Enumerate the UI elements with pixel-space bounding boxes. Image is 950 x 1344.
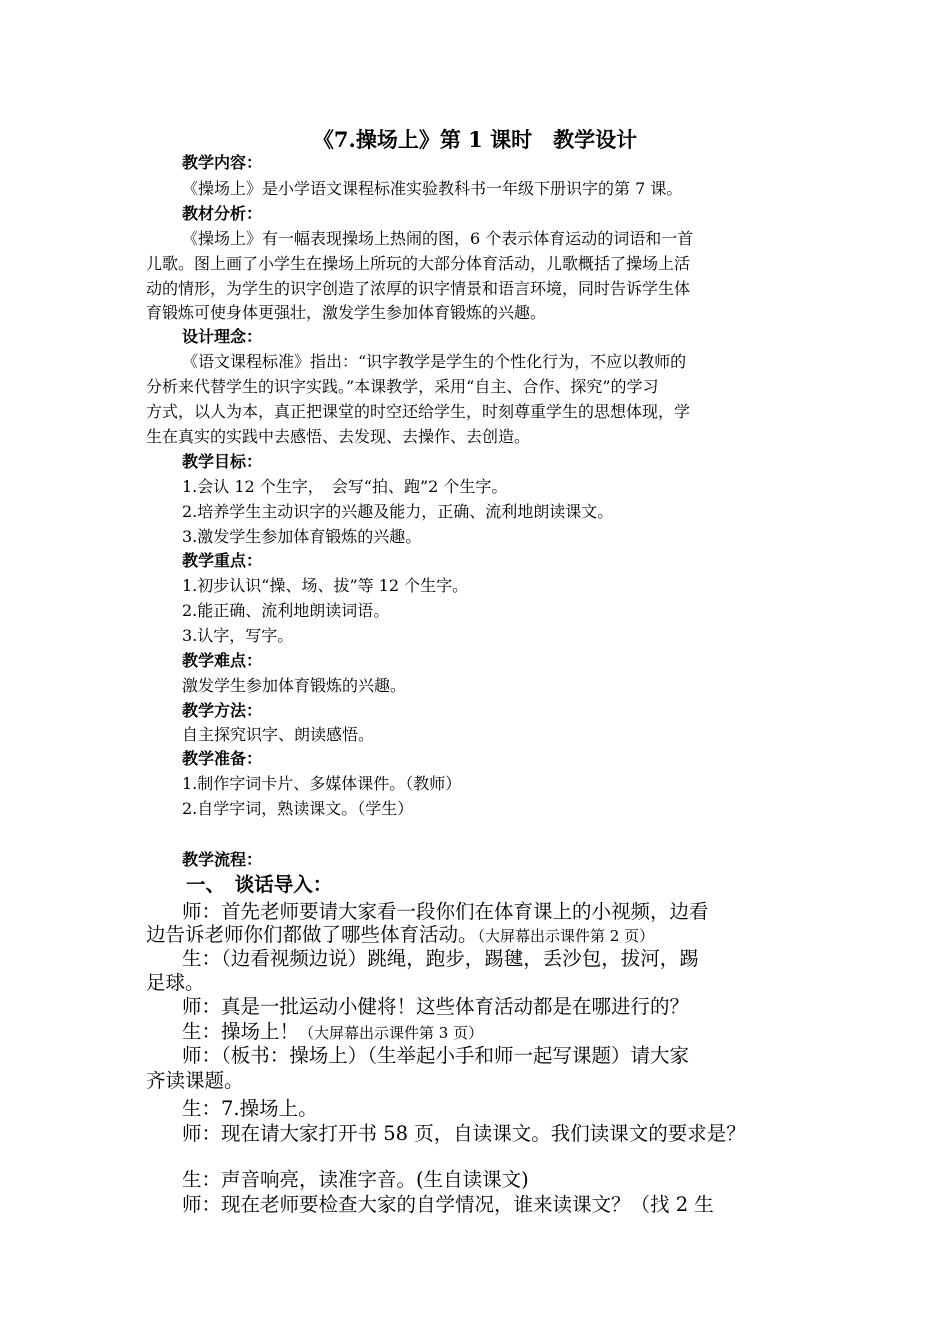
section-heading-methods: 教学方法： [182, 701, 263, 720]
preparation-item: 2.自学字词，熟读课文。（学生） [182, 799, 414, 818]
section-heading-analysis: 教材分析： [182, 204, 263, 223]
goal-item: 3.激发学生参加体育锻炼的兴趣。 [182, 527, 422, 546]
dialogue-line: 生：（边看视频边说）跳绳，跑步，踢毽，丢沙包，拔河，踢 [182, 947, 699, 970]
goal-item: 1.会认 12 个生字， 会写“拍、跑”2 个生字。 [182, 477, 508, 496]
dialogue-line: 生：7.操场上。 [182, 1097, 318, 1120]
dialogue-note: （大屏幕出示课件第 2 页） [477, 927, 655, 945]
section-heading-content: 教学内容： [182, 153, 263, 172]
preparation-item: 1.制作字词卡片、多媒体课件。（教师） [182, 774, 462, 793]
section-heading-concept: 设计理念： [182, 327, 263, 346]
section-heading-key-points: 教学重点： [182, 551, 263, 570]
dialogue-note: （大屏幕出示课件第 3 页） [299, 1024, 484, 1042]
section-heading-preparation: 教学准备： [182, 749, 263, 768]
analysis-line: 动的情形，为学生的识字创造了浓厚的识字情景和语言环境，同时告诉学生体 [146, 279, 691, 298]
method-text: 自主探究识字、朗读感悟。 [182, 725, 375, 744]
concept-line: 生在真实的实践中去感悟、去发现、去操作、去创造。 [146, 427, 531, 446]
dialogue-line: 师：现在请大家打开书 58 页，自读课文。我们读课文的要求是？ [182, 1122, 746, 1145]
section-heading-difficulties: 教学难点： [182, 651, 263, 670]
section-heading-goals: 教学目标： [182, 452, 263, 471]
dialogue-line: 师：（板书：操场上）（生举起小手和师一起写课题）请大家 [182, 1044, 690, 1067]
content-text: 《操场上》是小学语文课程标准实验教科书一年级下册识字的第 7 课。 [182, 179, 683, 198]
dialogue-line: 生：声音响亮，读准字音。(生自读课文) [182, 1168, 529, 1191]
concept-line: 《语文课程标准》指出：“识字教学是学生的个性化行为，不应以教师的 [182, 352, 687, 371]
difficulty-text: 激发学生参加体育锻炼的兴趣。 [182, 676, 407, 695]
dialogue-line: 师：真是一批运动小健将！这些体育活动都是在哪进行的？ [182, 995, 690, 1018]
concept-line: 分析来代替学生的识字实践。”本课教学，采用“自主、合作、探究”的学习 [146, 377, 659, 396]
dialogue-line: 齐读课题。 [146, 1069, 244, 1092]
dialogue-line: 生：操场上！（大屏幕出示课件第 3 页） [182, 1020, 484, 1043]
analysis-line: 《操场上》有一幅表现操场上热闹的图，6 个表示体育运动的词语和一首 [182, 229, 694, 248]
step-heading-intro: 一、 谈话导入： [186, 873, 333, 896]
concept-line: 方式，以人为本，真正把课堂的时空还给学生，时刻尊重学生的思想体现，学 [146, 402, 691, 421]
dialogue-line: 边告诉老师你们都做了哪些体育活动。（大屏幕出示课件第 2 页） [146, 923, 655, 946]
key-point-item: 3.认字，写字。 [182, 626, 294, 645]
dialogue-line: 足球。 [146, 971, 205, 994]
key-point-item: 2.能正确、流利地朗读词语。 [182, 601, 390, 620]
goal-item: 2.培养学生主动识字的兴趣及能力，正确、流利地朗读课文。 [182, 502, 614, 521]
document-title: 《7.操场上》第 1 课时 教学设计 [312, 127, 638, 152]
section-heading-process: 教学流程： [182, 850, 263, 869]
analysis-line: 育锻炼可使身体更强壮，激发学生参加体育锻炼的兴趣。 [146, 303, 547, 322]
dialogue-line: 师：首先老师要请大家看一段你们在体育课上的小视频，边看 [182, 900, 709, 923]
analysis-line: 儿歌。图上画了小学生在操场上所玩的大部分体育活动，儿歌概括了操场上活 [146, 254, 691, 273]
dialogue-line: 师：现在老师要检查大家的自学情况，谁来读课文？（找 2 生 [182, 1193, 714, 1216]
key-point-item: 1.初步认识“操、场、拔”等 12 个生字。 [182, 576, 469, 595]
